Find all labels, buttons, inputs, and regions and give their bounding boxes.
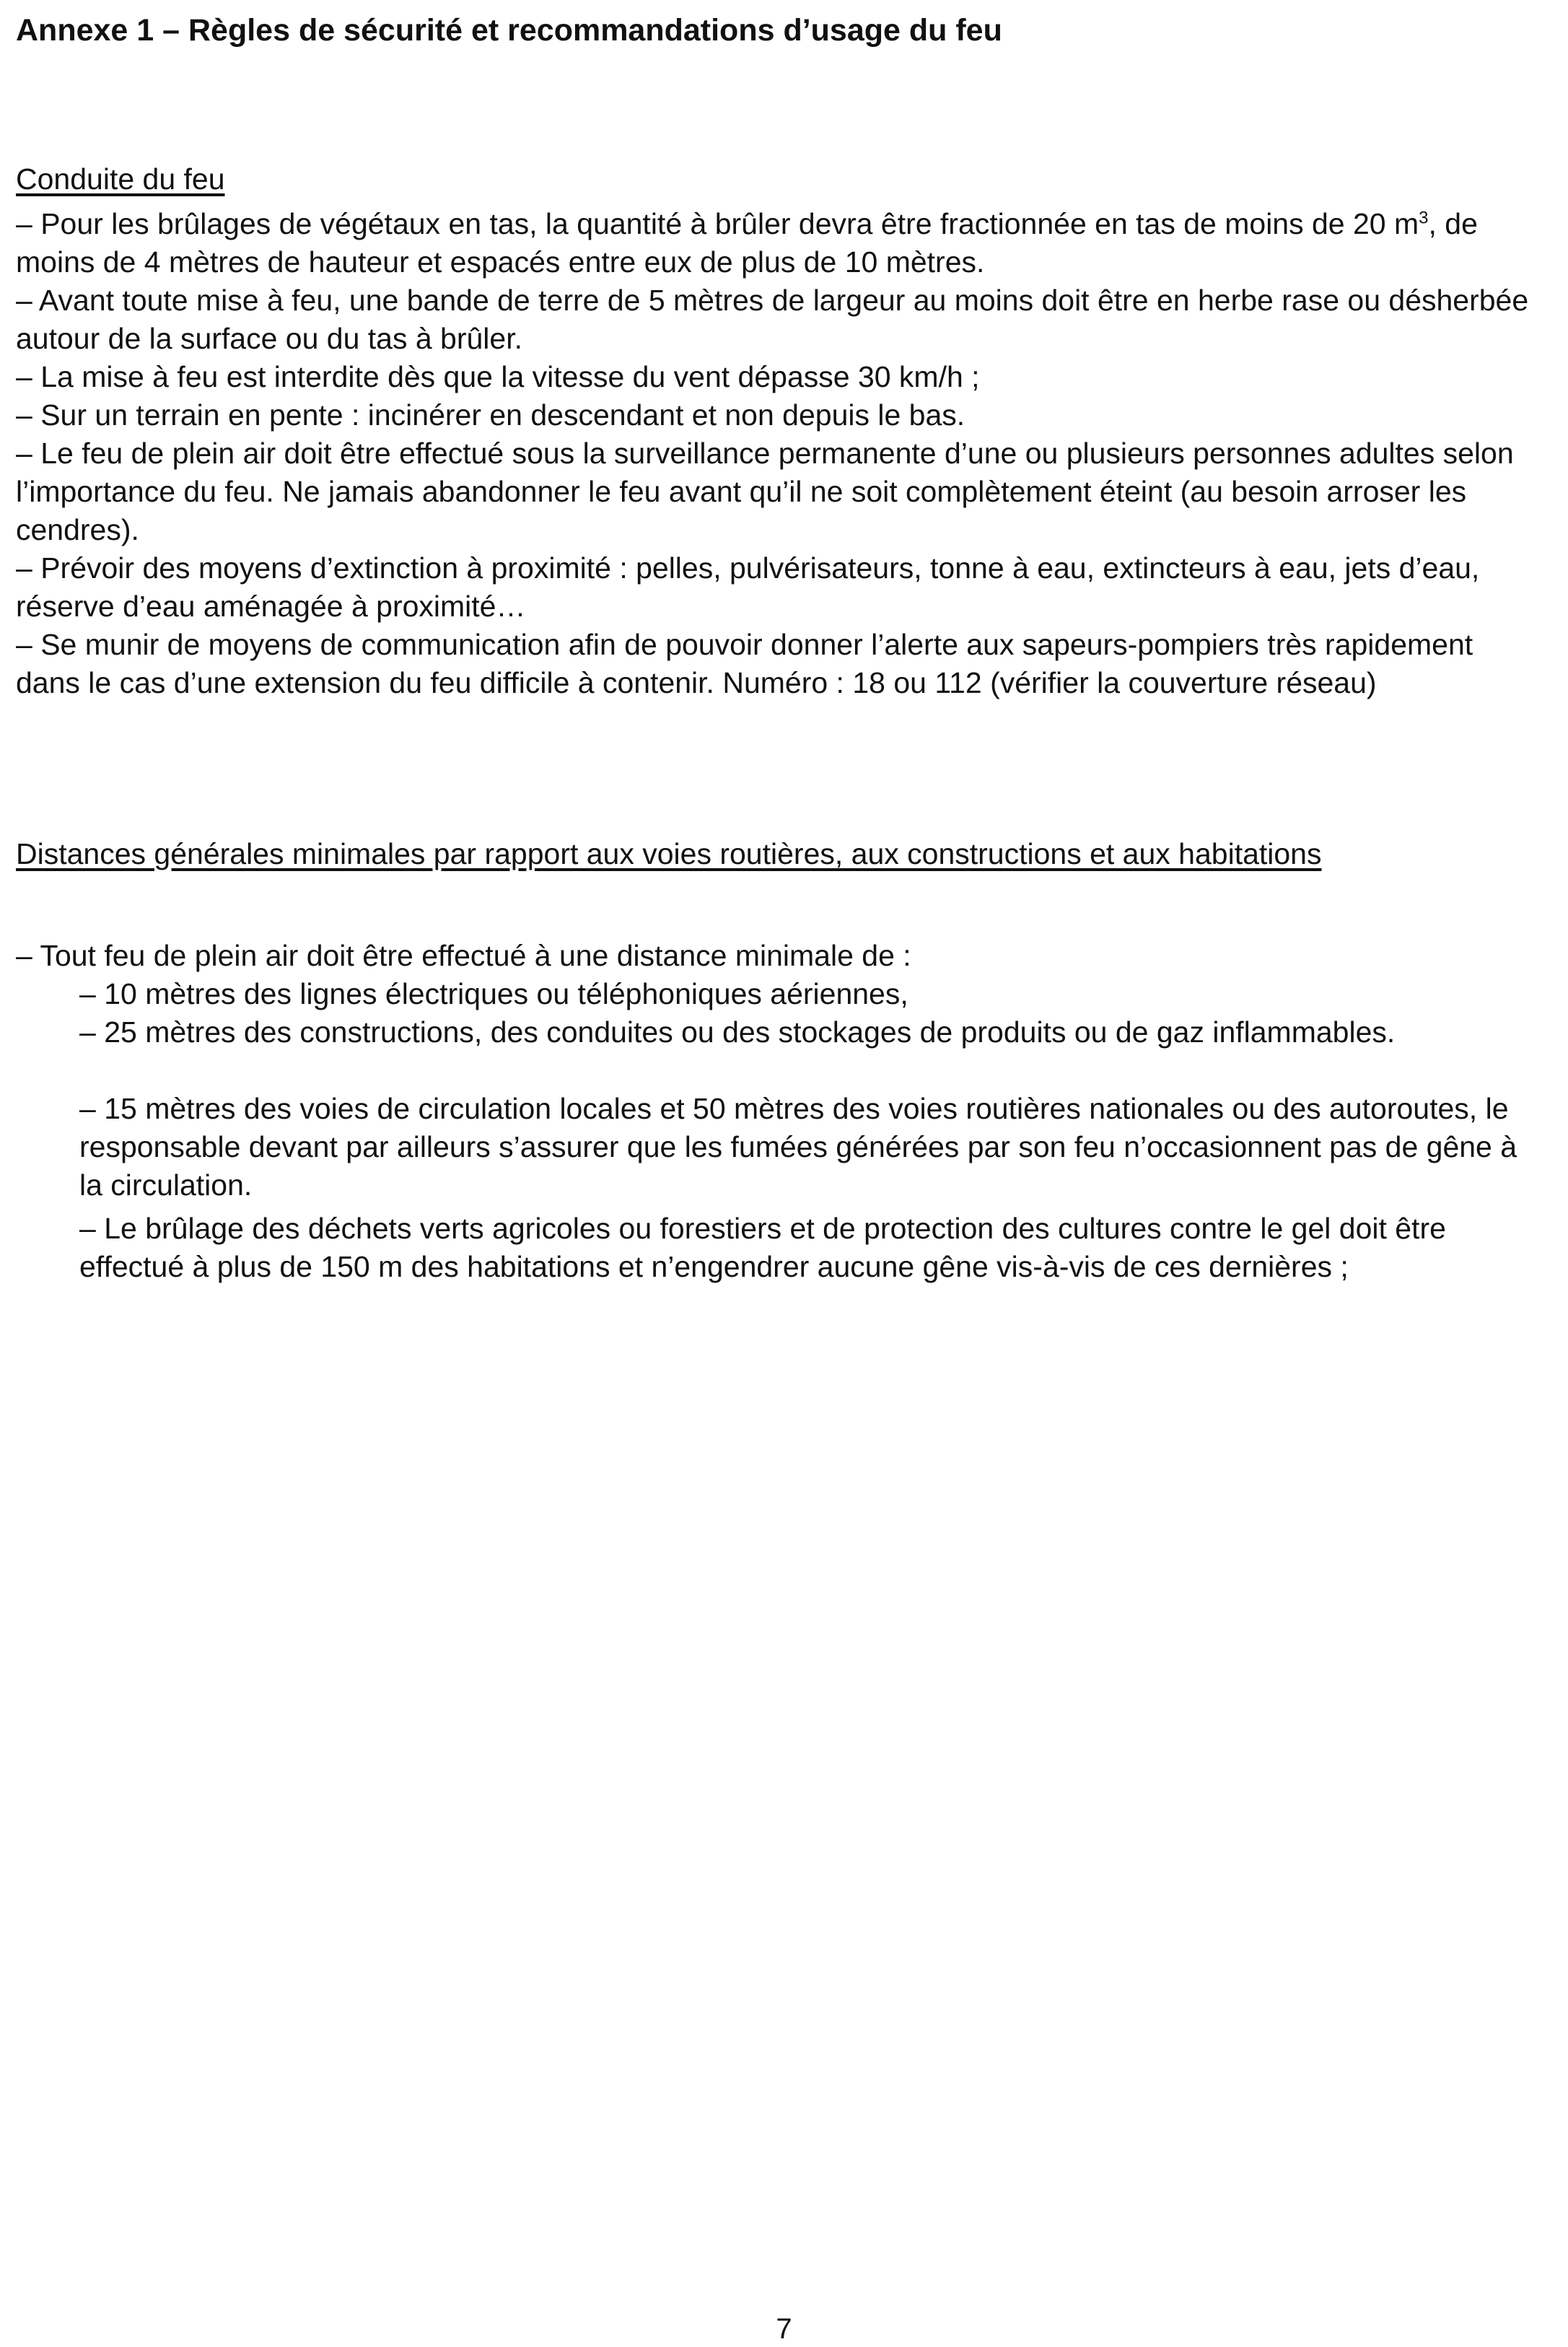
rule-item: – Se munir de moyens de communication afin de pouvoir donner l’alerte aux sapeurs-pompiers très rapidement dans le cas d’une extension du feu difficile à contenir. Numéro : 18 ou 112 (vérifier la couverture réseau) <box>16 628 1473 699</box>
rule-item: – La mise à feu est interdite dès que la vitesse du vent dépasse 30 km/h ; <box>16 360 980 393</box>
rule-text: – Pour les brûlages de végétaux en tas, la quantité à brûler devra être fractionnée en tas de moins de 20 m <box>16 207 1419 240</box>
section-heading-distances: Distances générales minimales par rapport aux voies routières, aux constructions et aux habitations <box>16 837 1322 870</box>
rule-item: – Le feu de plein air doit être effectué sous la surveillance permanente d’une ou plusieurs personnes adultes selon l’importance du feu. Ne jamais abandonner le feu avant qu’il ne soit complètement éteint (au besoin arroser les cendres). <box>16 437 1514 546</box>
page-title: Annexe 1 – Règles de sécurité et recommandations d’usage du feu <box>16 13 1002 48</box>
rule-item <box>16 205 1540 281</box>
section-heading-conduite: Conduite du feu <box>16 162 225 196</box>
rule-item: – Prévoir des moyens d’extinction à proximité : pelles, pulvérisateurs, tonne à eau, extincteurs à eau, jets d’eau, réserve d’eau aménagée à proximité… <box>16 551 1480 623</box>
distance-item: – 10 mètres des lignes électriques ou téléphoniques aériennes, <box>79 977 908 1010</box>
rule-item: – Sur un terrain en pente : incinérer en descendant et non depuis le bas. <box>16 398 965 432</box>
distance-item: – 25 mètres des constructions, des conduites ou des stockages de produits ou de gaz inflammables. <box>79 1015 1396 1049</box>
distance-item: – 15 mètres des voies de circulation locales et 50 mètres des voies routières nationales ou des autoroutes, le responsable devant par ailleurs s’assurer que les fumées générées par son feu n’occasionnent pas de gêne à la circulation. <box>79 1092 1517 1202</box>
rule-text: , de moins de 4 mètres de hauteur et espacés entre eux de plus de 10 mètres. <box>16 207 1478 279</box>
rule-item: – Avant toute mise à feu, une bande de terre de 5 mètres de largeur au moins doit être en herbe rase ou désherbée autour de la surface ou du tas à brûler. <box>16 284 1529 355</box>
distance-intro: – Tout feu de plein air doit être effectué à une distance minimale de : <box>16 939 911 972</box>
distance-item: – Le brûlage des déchets verts agricoles ou forestiers et de protection des cultures contre le gel doit être effectué à plus de 150 m des habitations et n’engendrer aucune gêne vis-à-vis de ces dernières ; <box>79 1212 1446 1283</box>
page-number: 7 <box>776 2313 792 2345</box>
superscript: 3 <box>1419 208 1429 228</box>
